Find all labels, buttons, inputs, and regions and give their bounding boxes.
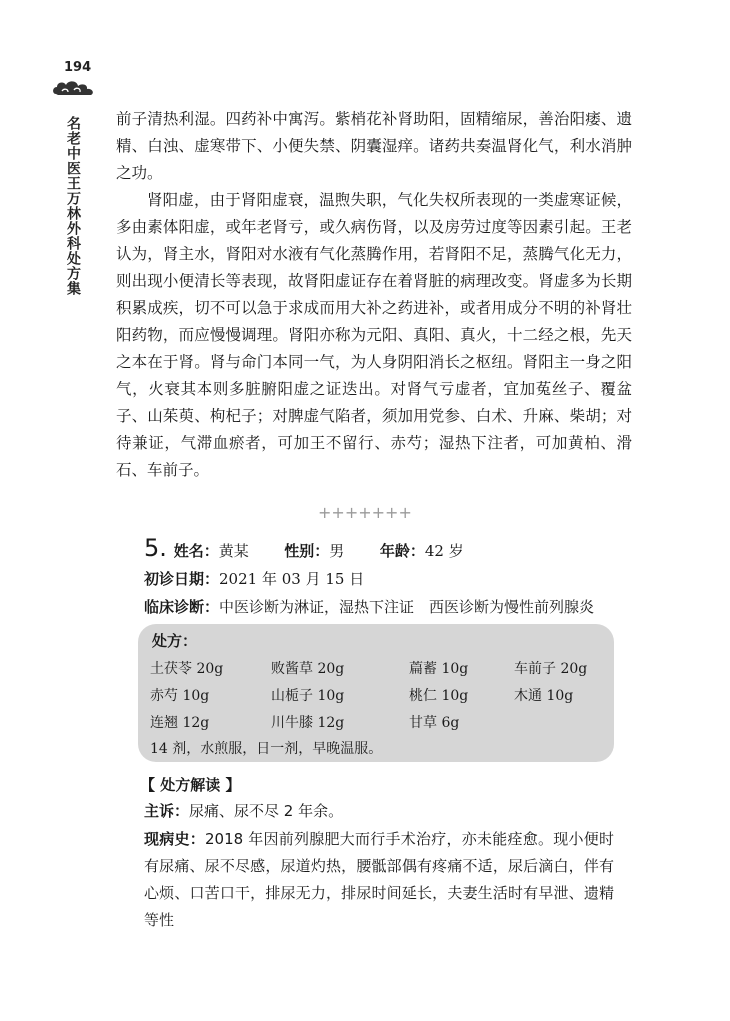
herb-item: 土茯苓 20g xyxy=(150,661,224,677)
book-title-vertical: 名老中医王万林外科处方集 xyxy=(65,116,81,296)
interpretation-title: 【 处方解读 】 xyxy=(140,776,241,794)
paragraph: 前子清热利湿。四药补中寓泻。紫梢花补肾助阳，固精缩尿，善治阳痿、遗精、白浊、虚寒带下、小便失禁、阴囊湿痒。诸药共奏温肾化气，利水消肿之功。 xyxy=(116,110,632,182)
page-number: 194 xyxy=(64,60,92,75)
complaint-text: 尿痛、尿不尽 2 年余。 xyxy=(189,802,344,820)
case-header xyxy=(144,534,464,562)
history-label: 现病史： xyxy=(144,830,206,848)
gender-label: 性别： xyxy=(284,542,330,560)
visit-date: 2021 年 03 月 15 日 xyxy=(219,570,365,588)
herb-item: 败酱草 20g xyxy=(271,661,345,677)
age-label: 年龄： xyxy=(379,542,425,560)
visit-date-line xyxy=(144,568,364,589)
herb-item: 甘草 6g xyxy=(409,715,460,731)
prescription-title: 处方： xyxy=(152,632,198,650)
diagnosis-label: 临床诊断： xyxy=(144,598,220,616)
patient-gender: 男 xyxy=(329,542,345,560)
herb-item: 萹蓄 10g xyxy=(409,661,469,677)
patient-age: 42 岁 xyxy=(424,542,464,560)
herb-item: 连翘 12g xyxy=(150,715,210,731)
herb-item: 桃仁 10g xyxy=(409,688,469,704)
history-paragraph xyxy=(144,826,614,934)
date-label: 初诊日期： xyxy=(144,570,220,588)
diagnosis-text: 中医诊断为淋证，湿热下注证 西医诊断为慢性前列腺炎 xyxy=(219,598,595,616)
herb-item: 赤芍 10g xyxy=(150,688,210,704)
case-number: 5. xyxy=(144,534,167,562)
complaint-label: 主诉： xyxy=(144,802,190,820)
herb-item: 川牛膝 12g xyxy=(271,715,345,731)
patient-name: 黄某 xyxy=(218,542,249,560)
paragraph: 肾阳虚，由于肾阳虚衰，温煦失职，气化失权所表现的一类虚寒证候，多由素体阳虚，或年老肾亏，或久病伤肾，以及房劳过度等因素引起。王老认为，肾主水，肾阳对水液有气化蒸腾作用，若肾阳不足，蒸腾气化无力，则出现小便清长等表现，故肾阳虚证存在着肾脏的病理改变。肾虚多为长期积累成疾，切不可以急于求成而用大补之药进补，或者用成分不明的补肾壮阳药物，而应慢慢调理。肾阳亦称为元阳、真阳、真火，十二经之根，先天之本在于肾。肾与命门本同一气，为人身阴阳消长之枢纽。肾阳主一身之阳气，火衰其本则多脏腑阳虚之证迭出。对肾气亏虚者，宜加菟丝子、覆盆子、山茱萸、枸杞子；对脾虚气陷者，须加用党参、白术、升麻、柴胡；对待兼证，气滞血瘀者，可加王不留行、赤芍；湿热下注者，可加黄柏、滑石、车前子。 xyxy=(116,191,632,479)
herb-item: 木通 10g xyxy=(514,688,574,704)
name-label: 姓名： xyxy=(173,542,219,560)
prescription-box xyxy=(138,624,614,762)
herb-item: 车前子 20g xyxy=(514,661,588,677)
cloud-ornament-icon xyxy=(52,78,96,100)
history-text: 2018 年因前列腺肥大而行手术治疗，亦未能痊愈。现小便时有尿痛、尿不尽感，尿道灼热，腰骶部偶有疼痛不适，尿后滴白，伴有心烦、口苦口干，排尿无力，排尿时间延长，夫妻生活时有早泄、遗精等性 xyxy=(144,830,614,929)
section-divider: +++++++ xyxy=(318,503,412,522)
diagnosis-line xyxy=(144,596,594,617)
prescription-usage: 14 剂，水煎服，日一剂，早晚温服。 xyxy=(150,741,383,757)
complaint-line xyxy=(144,800,343,821)
herb-item: 山栀子 10g xyxy=(271,688,345,704)
